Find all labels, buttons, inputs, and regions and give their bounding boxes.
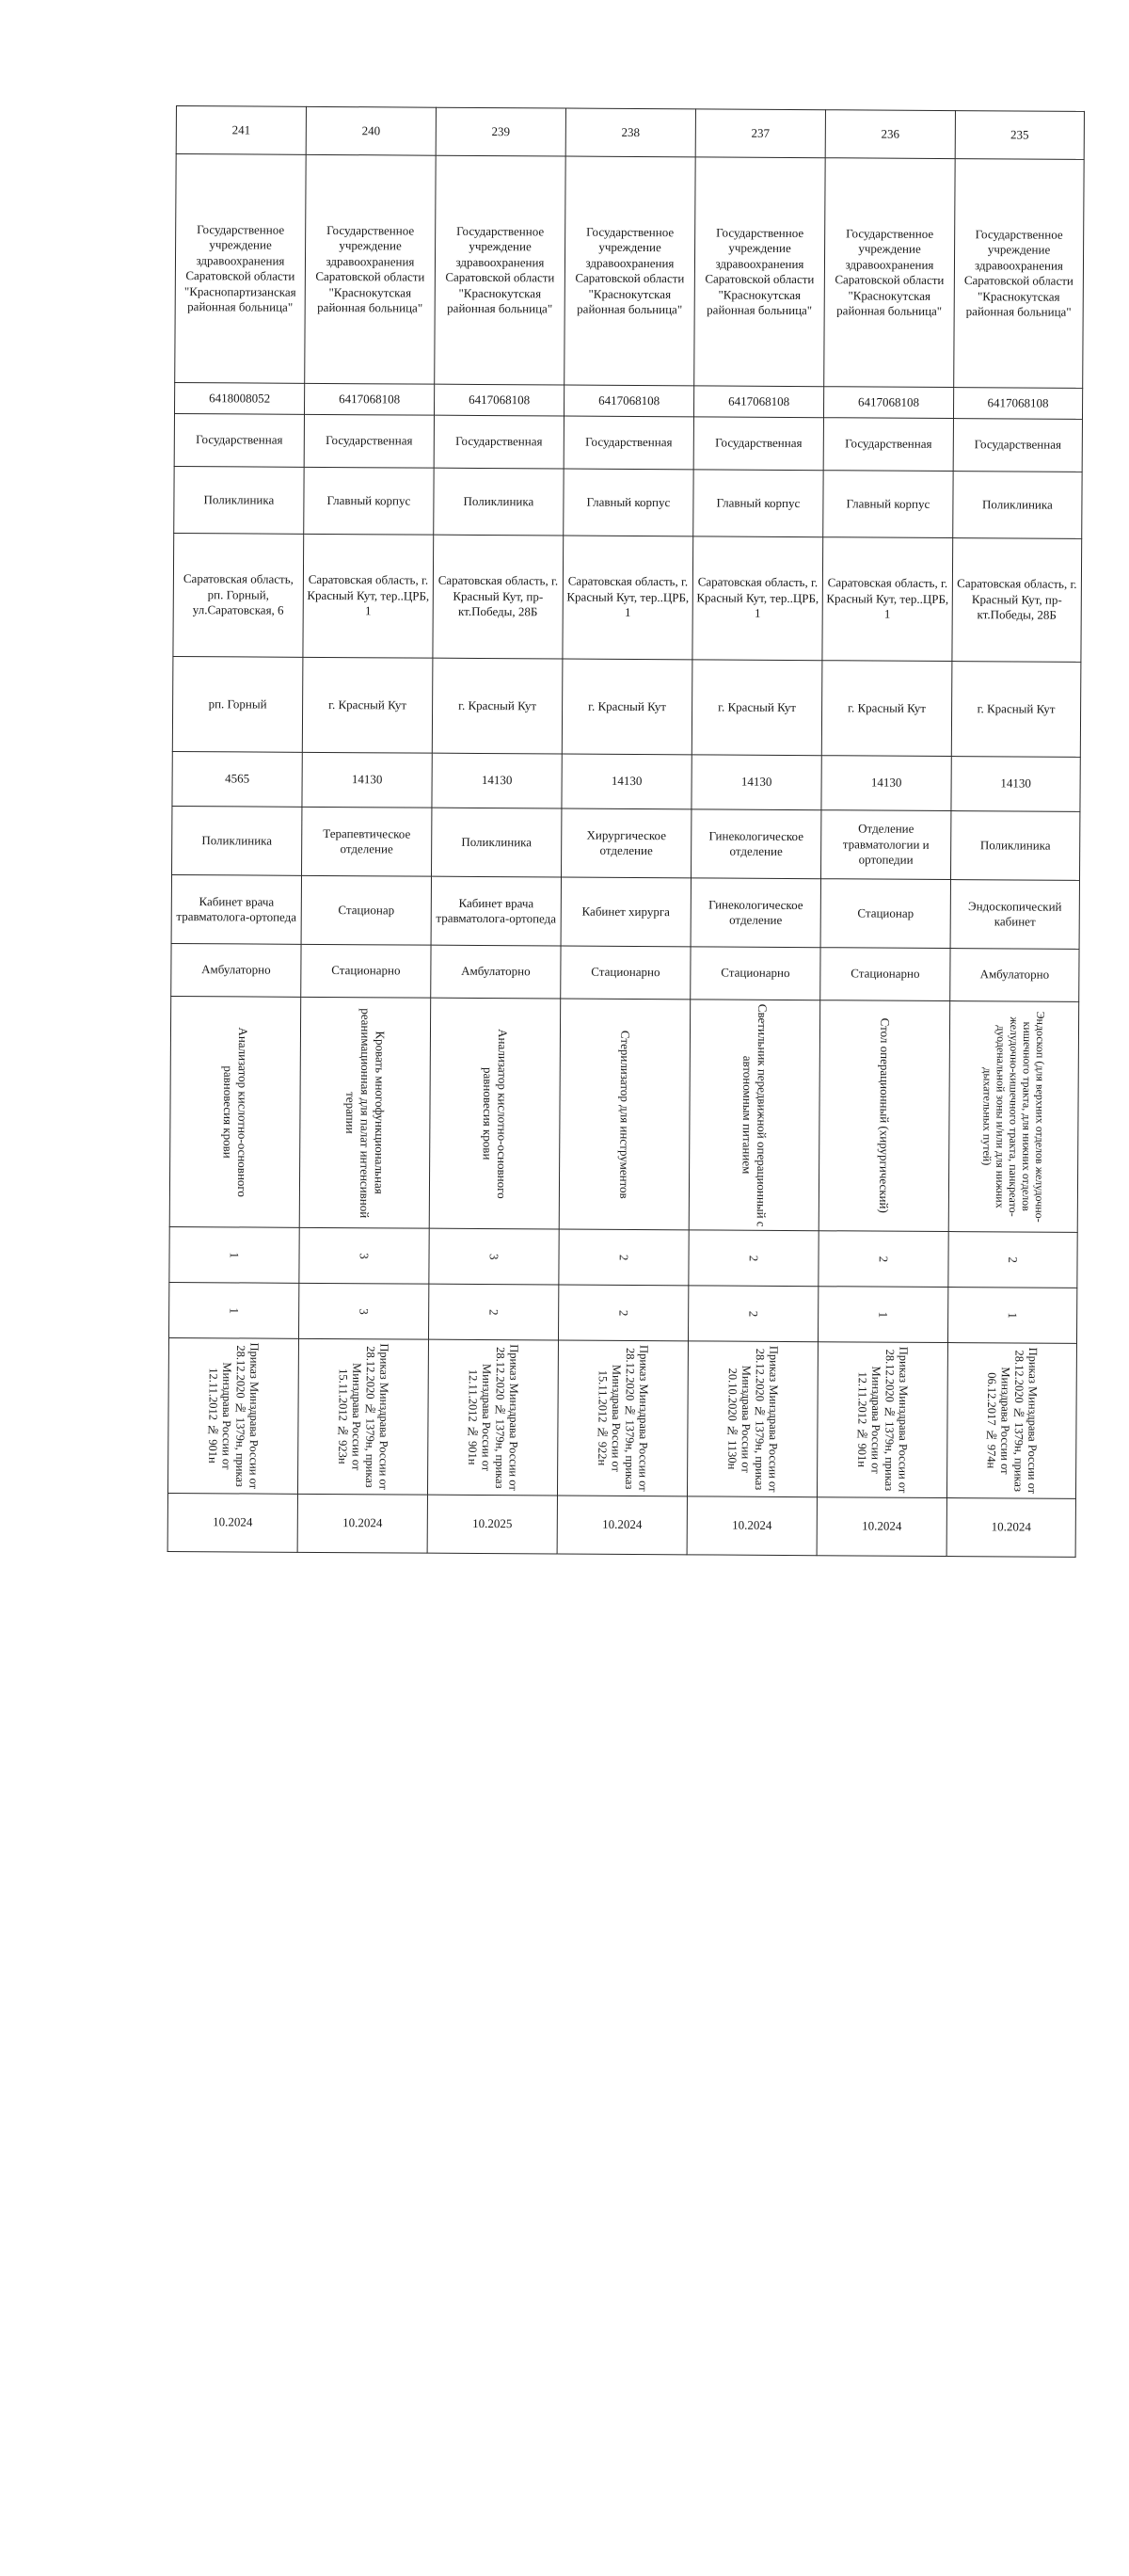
quantity-b-text: 1 (876, 1311, 891, 1318)
cell-population: 14130 (821, 756, 951, 811)
cell-address: Саратовская область, рп. Горный, ул.Саратовская, 6 (173, 533, 304, 657)
cell-room: Кабинет хирурга (561, 877, 691, 947)
cell-ownership: Государственная (564, 416, 693, 470)
cell-number: 238 (565, 108, 695, 157)
quantity-b-text: 1 (227, 1307, 242, 1314)
row-quantity-b (169, 1282, 1077, 1343)
cell-population: 14130 (562, 754, 692, 809)
cell-ownership: Государственная (823, 418, 953, 472)
cell-locality: г. Красный Кут (951, 662, 1081, 758)
cell-room: Эндоскопический кабинет (950, 880, 1079, 950)
cell-care-mode: Стационарно (561, 946, 691, 1000)
cell-address: Саратовская область, г. Красный Кут, тер..ЦРБ, 1 (822, 537, 953, 662)
cell-room: Стационар (301, 875, 431, 945)
cell-organization: Государственное учреждение здравоохранения Саратовской области "Краснокутская районная больница" (694, 157, 825, 387)
cell-date: 10.2024 (167, 1493, 297, 1552)
equipment-text: Стерилизатор для инструментов (617, 1030, 633, 1199)
cell-quantity-b (428, 1284, 558, 1340)
row-room (171, 874, 1079, 949)
equipment-text: Светильник передвижной операционный с автономным питанием (739, 1003, 771, 1227)
row-locality (172, 656, 1081, 757)
cell-building: Главный корпус (823, 471, 953, 538)
quantity-b-text: 3 (357, 1307, 372, 1315)
cell-inn: 6418008052 (174, 382, 304, 414)
cell-equipment (689, 1000, 819, 1231)
row-number (176, 106, 1084, 160)
cell-quantity-b (947, 1288, 1076, 1344)
cell-date: 10.2024 (687, 1496, 817, 1556)
cell-date: 10.2025 (427, 1495, 557, 1554)
cell-quantity-a (948, 1232, 1077, 1288)
order-text: Приказ Минздрава России от 28.12.2020 № 1379н, приказ Минздрава России от 20.10.2020 № 1130н (725, 1346, 781, 1493)
quantity-b-text: 2 (616, 1309, 631, 1317)
cell-order (946, 1343, 1076, 1499)
row-address (173, 533, 1082, 662)
cell-care-mode: Стационарно (691, 947, 820, 1000)
cell-number: 239 (436, 107, 565, 156)
cell-equipment (299, 997, 430, 1228)
cell-department: Гинекологическое отделение (691, 809, 820, 879)
quantity-b-text: 1 (1005, 1312, 1020, 1319)
quantity-a-text: 2 (876, 1256, 891, 1262)
cell-number: 235 (955, 111, 1084, 160)
cell-building: Главный корпус (564, 469, 693, 536)
cell-organization: Государственное учреждение здравоохранения Саратовской области "Краснопартизанская районная больница" (175, 154, 306, 384)
quantity-a-text: 1 (227, 1252, 242, 1258)
cell-ownership: Государственная (174, 413, 304, 467)
cell-quantity-b (298, 1283, 428, 1339)
cell-room: Кабинет врача травматолога-ортопеда (171, 874, 301, 944)
cell-care-mode: Амбулаторно (950, 949, 1079, 1002)
cell-quantity-b (818, 1287, 947, 1343)
cell-department: Поликлиника (950, 811, 1079, 881)
cell-number: 240 (306, 106, 436, 155)
cell-equipment (559, 999, 690, 1230)
cell-ownership: Государственная (953, 419, 1082, 472)
cell-population: 14130 (951, 757, 1080, 812)
order-text: Приказ Минздрава России от 28.12.2020 № 1379н, приказ Минздрава России от 06.12.2017 № 974н (984, 1347, 1040, 1495)
cell-number: 236 (825, 110, 955, 159)
cell-quantity-a (299, 1227, 429, 1284)
cell-locality: г. Красный Кут (432, 658, 563, 754)
cell-care-mode: Стационарно (301, 944, 431, 998)
cell-department: Отделение травматологии и ортопедии (820, 810, 950, 880)
cell-room: Кабинет врача травматолога-ортопеда (431, 876, 561, 946)
cell-date: 10.2024 (557, 1496, 687, 1555)
cell-address: Саратовская область, г. Красный Кут, тер..ЦРБ, 1 (692, 536, 823, 661)
cell-building: Главный корпус (304, 467, 434, 535)
quantity-a-text: 2 (746, 1255, 761, 1262)
cell-order (297, 1338, 428, 1495)
cell-date: 10.2024 (817, 1497, 946, 1557)
cell-equipment (429, 998, 560, 1229)
cell-care-mode: Амбулаторно (171, 943, 301, 997)
order-text: Приказ Минздрава России от 28.12.2020 № 1379н, приказ Минздрава России от 12.11.2012 № 901н (466, 1344, 521, 1492)
equipment-table (167, 105, 1085, 1558)
order-text: Приказ Минздрава России от 28.12.2020 № 1379н, приказ Минздрава России от 12.11.2012 № 901н (206, 1342, 262, 1490)
cell-building: Поликлиника (434, 468, 564, 536)
cell-ownership: Государственная (304, 414, 434, 468)
cell-equipment (169, 996, 300, 1227)
cell-population: 4565 (172, 751, 302, 807)
row-organization (175, 154, 1084, 389)
cell-order (687, 1341, 818, 1497)
equipment-text: Стол операционный (хирургический) (877, 1017, 893, 1214)
cell-building: Главный корпус (693, 470, 823, 537)
cell-inn: 6417068108 (434, 384, 564, 416)
cell-inn: 6417068108 (823, 387, 953, 419)
cell-inn: 6417068108 (693, 386, 823, 418)
cell-order (817, 1342, 947, 1498)
cell-address: Саратовская область, г. Красный Кут, тер..ЦРБ, 1 (303, 534, 434, 658)
cell-quantity-a (429, 1228, 559, 1285)
equipment-text: Кровать многофункциональная реанимационная для палат интенсивной терапии (343, 1007, 388, 1218)
cell-address: Саратовская область, г. Красный Кут, тер..ЦРБ, 1 (563, 536, 693, 660)
cell-locality: г. Красный Кут (302, 657, 433, 753)
cell-ownership: Государственная (434, 415, 564, 469)
cell-address: Саратовская область, г. Красный Кут, пр-кт.Победы, 28Б (952, 538, 1082, 663)
row-quantity-a (169, 1226, 1077, 1288)
cell-quantity-a (689, 1230, 819, 1287)
order-text: Приказ Минздрава России от 28.12.2020 № 1379н, приказ Минздрава России от 15.11.2012 № 922н (596, 1345, 651, 1492)
cell-order (557, 1340, 688, 1496)
cell-population: 14130 (692, 755, 821, 810)
cell-equipment (948, 1001, 1078, 1233)
quantity-a-text: 3 (357, 1252, 372, 1259)
equipment-text: Эндоскоп (для верхних отделов желудочно- кишечного тракта, для нижних отделов желудочно-кишечного тракта, панкреато-дуоденальной зоны и/или для нижних дыхательных путей) (980, 1011, 1048, 1223)
row-equipment (169, 996, 1078, 1232)
cell-building: Поликлиника (953, 472, 1082, 539)
cell-quantity-b (558, 1285, 688, 1341)
quantity-b-text: 2 (746, 1310, 761, 1318)
cell-organization: Государственное учреждение здравоохранения Саратовской области "Краснокутская районная больница" (305, 154, 436, 384)
cell-department: Хирургическое отделение (561, 808, 691, 878)
cell-address: Саратовская область, г. Красный Кут, пр-кт.Победы, 28Б (433, 535, 564, 659)
row-population (172, 751, 1080, 811)
equipment-text: Анализатор кислотно-основного равновесия крови (220, 1027, 251, 1197)
cell-department: Поликлиника (172, 806, 302, 875)
cell-department: Терапевтическое отделение (302, 807, 432, 876)
cell-quantity-b (688, 1286, 818, 1342)
cell-organization: Государственное учреждение здравоохранения Саратовской области "Краснокутская районная больница" (435, 155, 565, 385)
cell-building: Поликлиника (174, 466, 304, 534)
cell-department: Поликлиника (432, 808, 562, 877)
cell-locality: рп. Горный (172, 656, 303, 752)
cell-quantity-a (169, 1226, 299, 1283)
cell-date: 10.2024 (297, 1494, 427, 1553)
cell-care-mode: Стационарно (820, 948, 950, 1001)
cell-quantity-a (819, 1231, 948, 1288)
cell-locality: г. Красный Кут (562, 659, 692, 755)
row-ownership (174, 413, 1082, 472)
row-date (167, 1493, 1075, 1557)
cell-population: 14130 (302, 752, 432, 808)
cell-locality: г. Красный Кут (692, 660, 822, 756)
cell-date: 10.2024 (946, 1498, 1075, 1558)
cell-order (427, 1339, 558, 1496)
cell-organization: Государственное учреждение здравоохранения Саратовской области "Краснокутская районная больница" (564, 156, 695, 386)
cell-room: Гинекологическое отделение (691, 878, 820, 948)
quantity-a-text: 3 (486, 1253, 501, 1260)
cell-number: 237 (695, 109, 825, 158)
cell-organization: Государственное учреждение здравоохранения Саратовской области "Краснокутская районная больница" (824, 158, 955, 388)
cell-quantity-a (559, 1229, 689, 1286)
cell-locality: г. Красный Кут (821, 661, 952, 757)
cell-care-mode: Амбулаторно (431, 945, 561, 999)
cell-equipment (819, 1000, 949, 1232)
quantity-b-text: 2 (486, 1308, 501, 1316)
quantity-a-text: 2 (1006, 1256, 1021, 1263)
row-building (174, 466, 1082, 538)
equipment-text: Анализатор кислотно-основного равновесия крови (480, 1028, 511, 1199)
cell-inn: 6417068108 (953, 388, 1082, 420)
cell-number: 241 (176, 106, 306, 155)
cell-organization: Государственное учреждение здравоохранения Саратовской области "Краснокутская районная больница" (954, 159, 1084, 389)
cell-order (167, 1337, 298, 1494)
cell-quantity-b (169, 1282, 299, 1338)
row-order (167, 1337, 1076, 1498)
row-care-mode (171, 943, 1079, 1001)
row-department (172, 806, 1080, 880)
cell-room: Стационар (820, 879, 950, 949)
cell-population: 14130 (432, 753, 562, 808)
cell-inn: 6417068108 (304, 383, 434, 415)
cell-inn: 6417068108 (564, 385, 693, 417)
order-text: Приказ Минздрава России от 28.12.2020 № 1379н, приказ Минздрава России от 15.11.2012 № 923н (336, 1343, 391, 1491)
quantity-a-text: 2 (616, 1254, 631, 1261)
cell-ownership: Государственная (693, 417, 823, 471)
order-text: Приказ Минздрава России от 28.12.2020 № 1379н, приказ Минздрава России от 12.11.2012 № 901н (855, 1346, 911, 1494)
